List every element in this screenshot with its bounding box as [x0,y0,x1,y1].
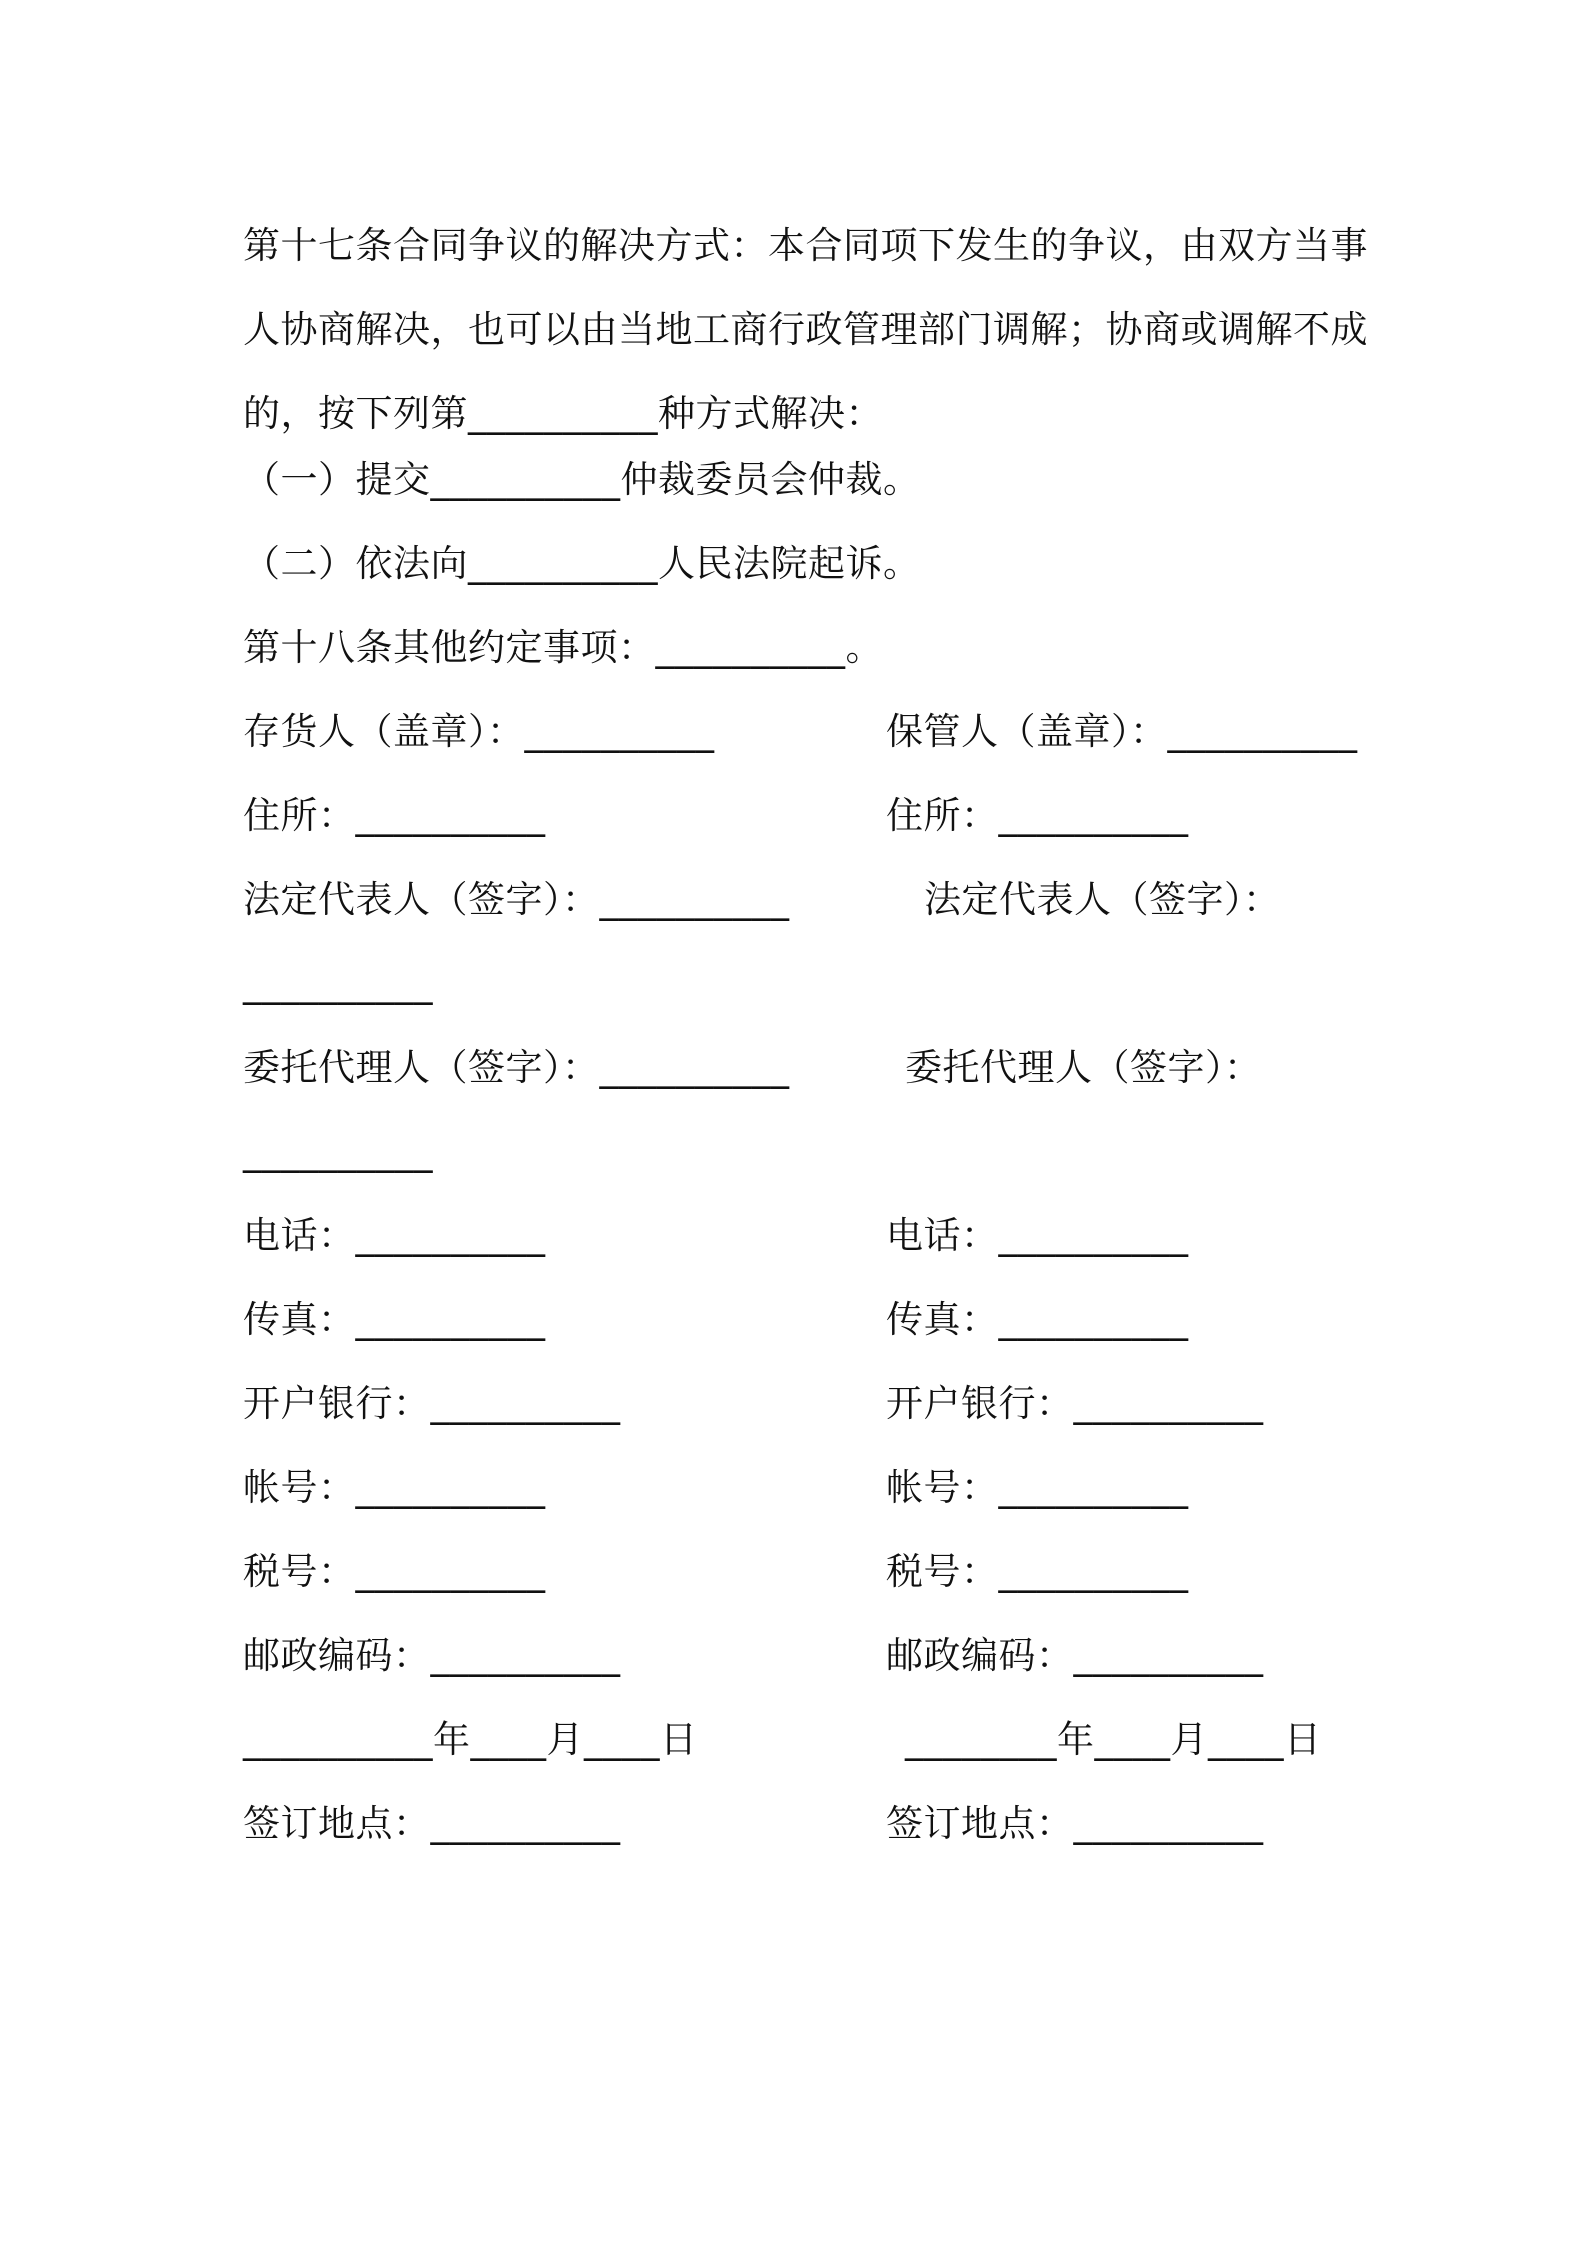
option-arbitration: （一）提交__________仲裁委员会仲裁。 [243,458,921,501]
depositor-date-field: __________年____月____日 [243,1718,698,1761]
keeper-sign-place-field: 签订地点：__________ [886,1802,1264,1845]
option-litigation: （二）依法向__________人民法院起诉。 [243,542,921,585]
depositor-legal-rep-field: 法定代表人（签字）：__________ [243,878,790,921]
depositor-postcode-field: 邮政编码：__________ [243,1634,621,1677]
depositor-address-field: 住所：__________ [243,794,546,837]
right-agent-blank: __________ [243,1130,433,1173]
depositor-phone-field: 电话：__________ [243,1214,546,1257]
depositor-tax-field: 税号：__________ [243,1550,546,1593]
keeper-bank-field: 开户银行：__________ [886,1382,1264,1425]
keeper-date-field: ________年____月____日 [905,1718,1322,1761]
depositor-account-field: 帐号：__________ [243,1466,546,1509]
keeper-phone-field: 电话：__________ [886,1214,1189,1257]
depositor-sign-place-field: 签订地点：__________ [243,1802,621,1845]
depositor-seal-field: 存货人（盖章）：__________ [243,710,715,753]
keeper-postcode-field: 邮政编码：__________ [886,1634,1264,1677]
depositor-agent-field: 委托代理人（签字）：__________ [243,1046,790,1089]
keeper-tax-field: 税号：__________ [886,1550,1189,1593]
keeper-seal-field: 保管人（盖章）：__________ [886,710,1358,753]
article-17-line-1: 第十七条合同争议的解决方式：本合同项下发生的争议，由双方当事 [243,224,1368,267]
article-17-line-2: 人协商解决，也可以由当地工商行政管理部门调解；协商或调解不成 [243,308,1368,351]
right-legal-rep-blank: __________ [243,962,433,1005]
keeper-agent-field: 委托代理人（签字）： [905,1046,1262,1089]
depositor-fax-field: 传真：__________ [243,1298,546,1341]
article-18: 第十八条其他约定事项：__________。 [243,626,883,669]
keeper-account-field: 帐号：__________ [886,1466,1189,1509]
keeper-fax-field: 传真：__________ [886,1298,1189,1341]
article-17-paragraph [243,204,1368,456]
keeper-address-field: 住所：__________ [886,794,1189,837]
keeper-legal-rep-field: 法定代表人（签字）： [924,878,1281,921]
article-17-line-3: 的，按下列第__________种方式解决： [243,392,883,435]
depositor-bank-field: 开户银行：__________ [243,1382,621,1425]
